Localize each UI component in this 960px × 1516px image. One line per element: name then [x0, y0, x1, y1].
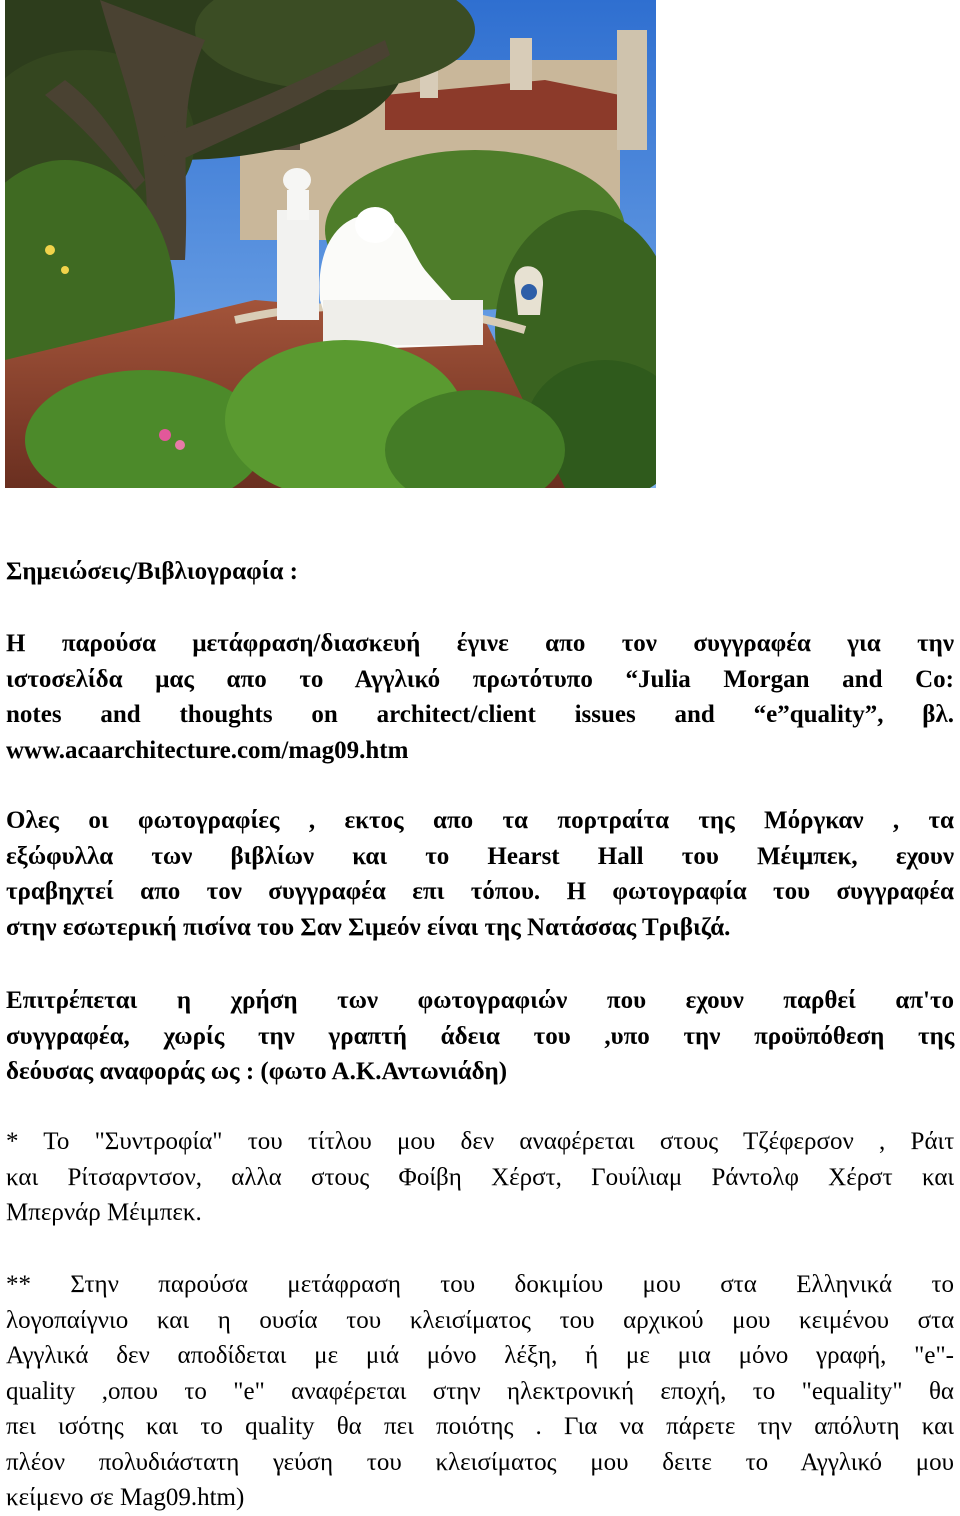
paragraph-line: Ολες οι φωτογραφίες , εκτος απο τα πορτραίτα της Μόργκαν , τα [6, 807, 954, 834]
photo-credits-paragraph [6, 803, 954, 945]
paragraph-line: ** Στην παρούσα μετάφραση του δοκιμίου μου στα Ελληνικά το [6, 1271, 954, 1298]
paragraph-line: * Το "Συντροφία" του τίτλου μου δεν αναφέρεται στους Τζέφερσον , Ράιτ [6, 1128, 955, 1155]
footnote-2 [6, 1267, 954, 1516]
garden-sculpture-photo [5, 0, 656, 488]
paragraph-line: τραβηχτεί απο τον συγγραφέα επι τόπου. Η φωτογραφία του συγγραφέα [6, 878, 954, 905]
paragraph-line: συγγραφέα, χωρίς την γραπτή άδεια του ,υπο την προϋπόθεση της [6, 1022, 955, 1050]
paragraph-line: λογοπαίγνιο και η ουσία του κλεισίματος του αρχικού μου κειμένου στα [6, 1306, 955, 1334]
paragraph-line: και Ρίτσαρντσον, αλλα στους Φοίβη Χέρστ, Γουίλιαμ Ράντολφ Χέρστ και [6, 1163, 955, 1191]
paragraph-line: ιστοσελίδα μας απο το Αγγλικό πρωτότυπο “Julia Morgan and Co: [6, 665, 954, 693]
translation-paragraph [6, 626, 954, 768]
usage-permission-paragraph [6, 983, 954, 1090]
paragraph-line: πει ισότης και το quality θα πει ποιότης . Για να πάρετε την απόλυτη και [6, 1413, 954, 1440]
footnote-1 [6, 1124, 954, 1231]
paragraph-line: δεόυσας αναφοράς ως : (φωτο Α.Κ.Αντωνιάδη) [6, 1058, 508, 1085]
paragraph-line: Αγγλικά δεν αποδίδεται με μιά μόνο λέξη, ή με μια μόνο γραφή, "e"- [6, 1342, 954, 1369]
paragraph-line: πλέον πολυδιάστατη γεύση του κλεισίματος μου δειτε το Αγγλικό μου [6, 1448, 954, 1476]
paragraph-line: κείμενο σε Mag09.htm) [6, 1484, 245, 1511]
heading-text: Σημειώσεις/Βιβλιογραφία : [6, 558, 298, 585]
paragraph-line: Η παρούσα μετάφραση/διασκευή έγινε απο τον συγγραφέα για την [6, 630, 954, 657]
paragraph-line: quality ,οπου το "e" αναφέρεται στην ηλεκτρονική εποχή, το "equality" θα [6, 1377, 955, 1405]
notes-heading [6, 554, 954, 590]
paragraph-line: στην εσωτερική πισίνα του Σαν Σιμεόν είναι της Νατάσσας Τριβιζά. [6, 913, 731, 941]
paragraph-line: εξώφυλλα των βιβλίων και το Hearst Hall του Μέιμπεκ, εχουν [6, 842, 954, 870]
paragraph-line: Επιτρέπεται η χρήση των φωτογραφιών που εχουν παρθεί απ'το [6, 987, 954, 1014]
paragraph-line: notes and thoughts on architect/client issues and “e”quality”, βλ. [6, 701, 954, 728]
paragraph-line: www.acaarchitecture.com/mag09.htm [6, 736, 409, 764]
paragraph-line: Μπερνάρ Μέιμπεκ. [6, 1199, 202, 1226]
